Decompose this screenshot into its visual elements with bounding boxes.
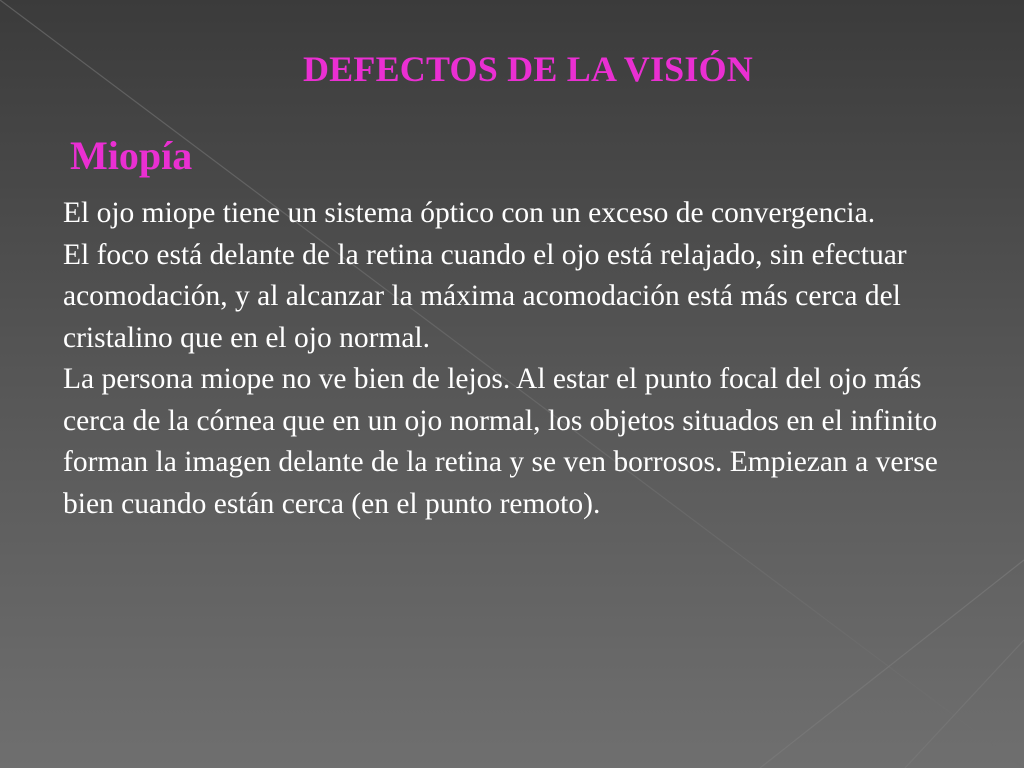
body-text [63,193,963,525]
paragraph-definition: El ojo miope tiene un sistema óptico con un exceso de convergencia. [63,197,876,229]
section-heading: Miopía [70,133,193,178]
background-diagonal-line [760,560,1024,768]
paragraph-focus: El foco está delante de la retina cuando el ojo está relajado, sin efectuar acomodación, y al alcanzar la máxima acomodación está más cerca del cristalino que en el ojo normal. [63,238,907,354]
paragraph-vision: La persona miope no ve bien de lejos. Al estar el punto focal del ojo más cerca de la córnea que en un ojo normal, los objetos situados en el infinito forman la imagen delante de la retina y se ven borrosos. Empiezan a verse bien cuando están cerca (en el punto remoto). [63,363,938,520]
background-diagonal-line [905,640,1024,768]
slide-title: DEFECTOS DE LA VISIÓN [302,49,754,89]
